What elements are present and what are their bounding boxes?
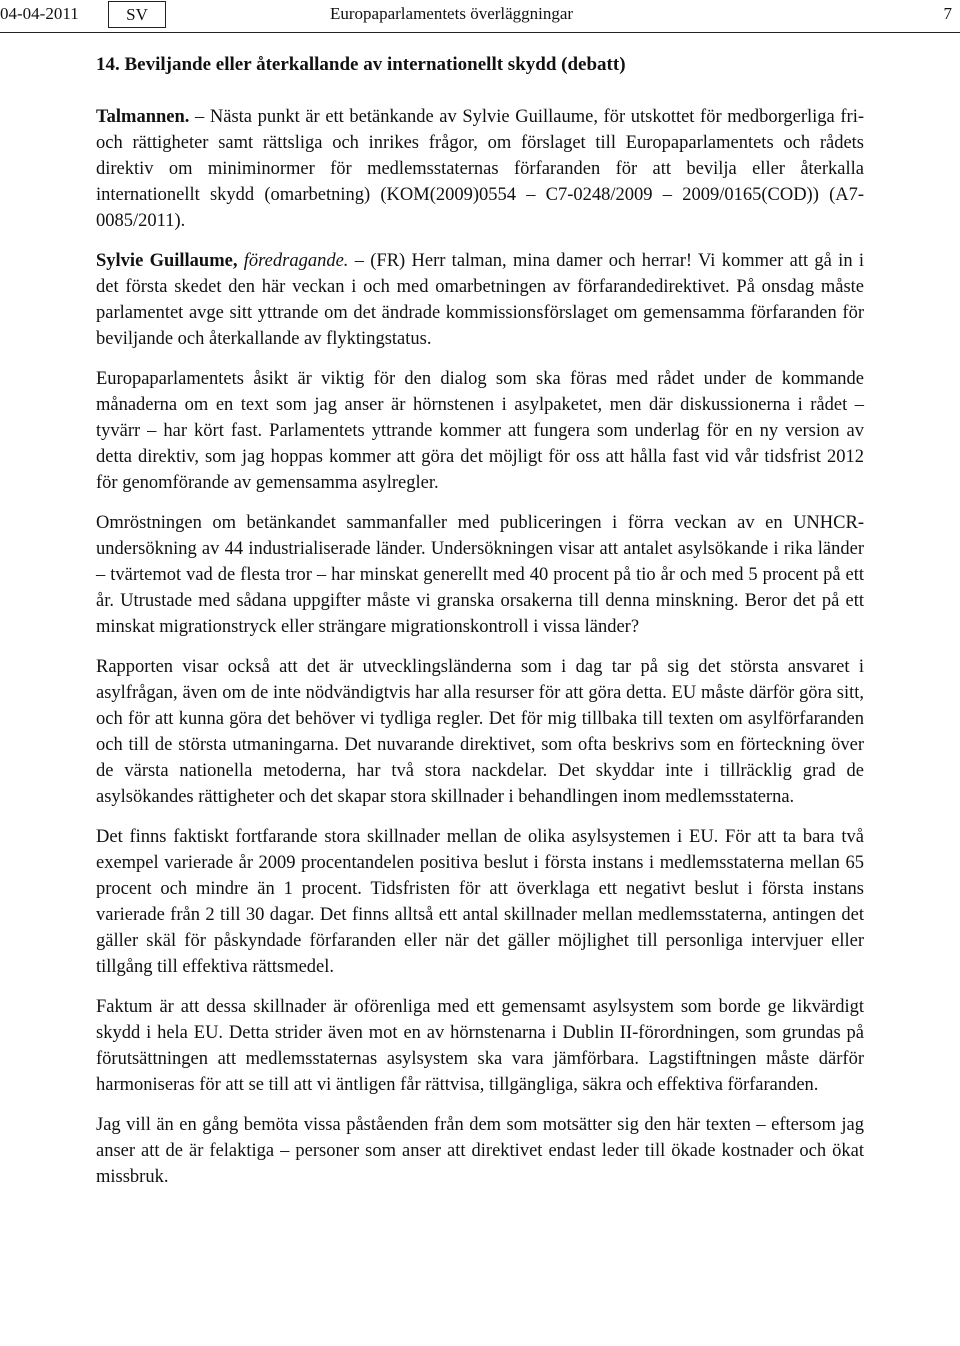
item-title: 14. Beviljande eller återkallande av internationellt skydd (debatt): [96, 54, 626, 75]
president-paragraph: [96, 104, 864, 234]
body-paragraph: Omröstningen om betänkandet sammanfaller med publiceringen i förra veckan av en UNHCR-undersökning av 44 industrialiserade länder. Undersökningen visar att antalet asylsökande i rika länder – tvärtemot vad de flesta tror – har minskat generellt med 40 procent på tio år och med 5 procent på ett år. Utrustade med sådana uppgifter måste vi granska orsakerna till denna minskning. Beror det på ett minskat migrationstryck eller strängare migrationskontroll i vissa länder?: [96, 513, 864, 637]
rapporteur-text: – (FR) Herr talman, mina damer och herrar! Vi kommer att gå in i det första skedet den här veckan i och med omarbetningen av förfarandedirektivet. På onsdag måste parlamentet avge sitt yttrande om det ändrade kommissionsförslaget om gemensamma förfaranden för beviljande och återkallande av flyktingstatus.: [96, 251, 864, 349]
body-paragraph: Europaparlamentets åsikt är viktig för den dialog som ska föras med rådet under de kommande månaderna om en text som jag anser är hörnstenen i asylpaketet, men där diskussionerna i rådet – tyvärr – har kört fast. Parlamentets yttrande kommer att fungera som underlag för en ny version av detta direktiv, som jag hoppas kommer att göra det möjligt för oss att hålla fast vid vår tidsfrist 2012 för genomförande av gemensamma asylregler.: [96, 369, 864, 493]
rapporteur-paragraph: [96, 248, 864, 352]
body-paragraph: Det finns faktiskt fortfarande stora skillnader mellan de olika asylsystemen i EU. För att ta bara två exempel varierade år 2009 procentandelen positiva beslut i första instans i medlemsstaterna mellan 65 procent och mindre än 1 procent. Tidsfristen för att överklaga ett negativt beslut i första instans varierade från 2 till 30 dagar. Det finns alltså ett antal skillnader mellan medlemsstaterna, antingen det gäller skäl för påskyndade förfaranden eller när det gäller möjlighet till personliga intervjuer eller tillgång till effektiva rättsmedel.: [96, 827, 864, 977]
page-header: [0, 0, 960, 33]
speaker-name: Sylvie Guillaume,: [96, 251, 238, 271]
speaker-role: föredragande.: [243, 251, 349, 271]
president-text: – Nästa punkt är ett betänkande av Sylvie Guillaume, för utskottet för medborgerliga fri- och rättigheter samt rättsliga och inrikes frågor, om förslaget till Europaparlamentets och rådets direktiv om miniminormer för medlemsstaternas förfaranden för att bevilja eller återkalla internationellt skydd (omarbetning) (KOM(2009)0554 – C7-0248/2009 – 2009/0165(COD)) (A7-0085/2011).: [96, 107, 865, 231]
publication-title: Europaparlamentets överläggningar: [330, 4, 574, 23]
body-paragraph: Faktum är att dessa skillnader är oförenliga med ett gemensamt asylsystem som borde ge likvärdigt skydd i hela EU. Detta strider även mot en av hörnstenarna i Dublin II-förordningen, som grundas på förutsättningen att medlemsstaternas asylsystem ska vara jämförbara. Lagstiftningen måste därför harmoniseras för att se till att vi äntligen får rättvisa, tillgängliga, säkra och effektiva förfaranden.: [96, 997, 864, 1095]
body-paragraph: Rapporten visar också att det är utvecklingsländerna som i dag tar på sig det största ansvaret i asylfrågan, även om de inte nödvändigtvis har alla resurser för att göra detta. EU måste därför göra sitt, och för att kunna göra det behöver vi tydliga regler. Det för mig tillbaka till texten om asylförfaranden och till de största utmaningarna. Det nuvarande direktivet, som ofta beskrivs som en förteckning över de värsta nationella metoderna, har två stora nackdelar. Det skyddar inte i tillräcklig grad de asylsökandes rättigheter och det skapar stora skillnader i behandlingen inom medlemsstaterna.: [96, 657, 864, 807]
language-badge: SV: [108, 1, 166, 28]
body-paragraph: Jag vill än en gång bemöta vissa påståenden från dem som motsätter sig den här texten – eftersom jag anser att de är felaktiga – personer som anser att direktivet endast leder till ökade kostnader och ökat missbruk.: [96, 1115, 864, 1187]
document-body: [96, 52, 864, 1190]
publication-date: 04-04-2011: [0, 4, 79, 23]
page-number: 7: [943, 4, 952, 23]
speaker-name: Talmannen.: [96, 107, 190, 127]
